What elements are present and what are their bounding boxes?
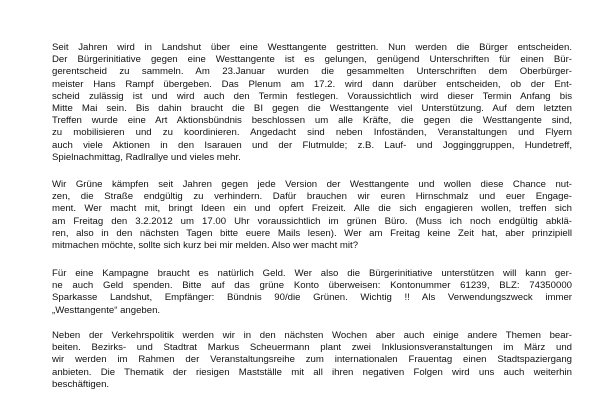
- text-line: Neben der Verkehrspolitik werden wir in den nächsten Wochen aber auch einige andere Themen bear-: [52, 330, 572, 341]
- text-line: ne auch Geld spenden. Bitte auf das grüne Konto überweisen: Kontonummer 61239, BLZ: 74350000: [52, 280, 572, 292]
- paragraph-westtangente-intro: [52, 42, 572, 164]
- text-line: zen, die Straße endgültig zu verhindern. Dafür brauchen wir euren Hirnschmalz und euer Engage-: [52, 191, 572, 203]
- text-line: ren, also in den nächsten Tagen bitte euere Mails lesen). Wer am Freitag keine Zeit hat, aber prinzipiell: [52, 227, 572, 239]
- paragraph-spenden: [52, 268, 572, 317]
- text-line: mitmachen möchte, sollte sich kurz bei mir melden. Also wer macht mit?: [52, 239, 359, 251]
- text-line: Sparkasse Landshut, Empfänger: Bündnis 90/die Grünen. Wichtig !! Als Verwendungszweck immer: [52, 292, 572, 304]
- text-line: zu mobilisieren und zu koordinieren. Angedacht sind neben Infoständen, Veranstaltungen und Flyern: [52, 127, 572, 139]
- text-line: Spielnachmittag, Radlrallye und vieles mehr.: [52, 151, 241, 163]
- text-line: gerentscheid zu sammeln. Am 23.Januar wurden die gesammelten Unterschriften dem Oberbürger-: [52, 66, 572, 78]
- text-line: Seit Jahren wird in Landshut über eine Westtangente gestritten. Nun werden die Bürger entscheiden.: [52, 42, 572, 53]
- text-line: Mitte Mai sein. Bis dahin braucht die BI gegen die Westtangente viel Unterstützung. Auf dem letzten: [52, 102, 572, 114]
- text-line: „Westtangente“ angeben.: [52, 304, 161, 316]
- text-line: ment. Wer macht mit, bringt Ideen ein und opfert Freizeit. Alle die sich engagieren wollen, treffen sich: [52, 203, 572, 215]
- text-line: beschäftigen.: [52, 378, 110, 390]
- text-line: Für eine Kampagne braucht es natürlich Geld. Wer also die Bürgerinitiative unterstützen will kann ger-: [52, 268, 572, 279]
- text-line: scheid zulässig ist und wird auch den Termin festlegen. Voraussichtlich wird dieser Termin Anfang bis: [52, 90, 572, 102]
- text-line: Der Bürgerinitiative gegen eine Westtangente ist es gelungen, genügend Unterschriften für einen Bür-: [52, 54, 572, 66]
- text-line: am Freitag den 3.2.2012 um 17.00 Uhr voraussichtlich im grünen Büro. (Muss ich noch endgültig abklä-: [52, 215, 572, 227]
- text-line: meister Hans Rampf übergeben. Das Plenum am 17.2. wird dann darüber entscheiden, ob der Ent-: [52, 78, 572, 90]
- paragraph-gruene-mitmachen: [52, 179, 572, 252]
- text-line: beiten. Bezirks- und Stadtrat Markus Scheuermann plant zwei Inklusionsveranstaltungen im März und: [52, 342, 572, 354]
- text-line: Treffen wurde eine Art Aktionsbündnis beschlossen um alle Kräfte, die gegen die Westtangente sind,: [52, 115, 572, 127]
- paragraph-weitere-themen: [52, 330, 572, 391]
- text-line: auch viele Aktionen in den Isarauen und der Flutmulde; z.B. Lauf- und Jogginggruppen, Hundetreff,: [52, 139, 572, 151]
- text-line: Wir Grüne kämpfen seit Jahren gegen jede Version der Westtangente und wollen diese Chance nut-: [52, 179, 572, 190]
- text-line: wir werden im Rahmen der Veranstaltungsreihe zum internationalen Frauentag einen Stadtspaziergang: [52, 354, 572, 366]
- text-line: anbieten. Die Thematik der riesigen Mastställe mit all ihren negativen Folgen wird uns auch weiterhin: [52, 366, 572, 378]
